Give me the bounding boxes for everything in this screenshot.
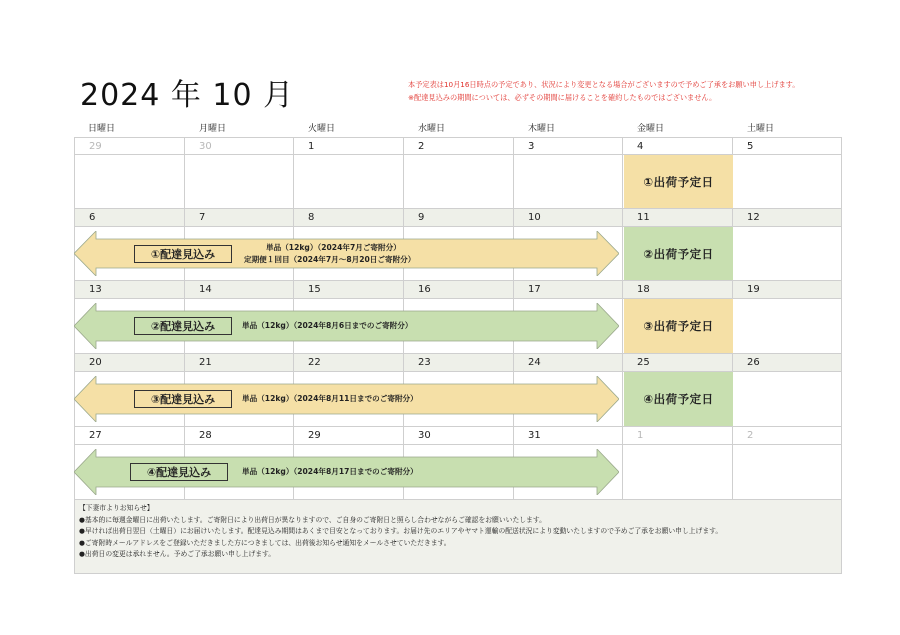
calendar-grid bbox=[74, 137, 842, 500]
day-number: 2 bbox=[418, 141, 425, 152]
date-cell bbox=[185, 281, 294, 299]
weekday-label: 日曜日 bbox=[88, 124, 116, 134]
day-number: 14 bbox=[199, 284, 212, 295]
description-line: 定期便１回目（2024年7月～8月20日ご寄附分） bbox=[244, 254, 416, 264]
delivery-description bbox=[242, 393, 418, 405]
date-cell bbox=[514, 209, 623, 227]
delivery-arrow bbox=[74, 449, 619, 495]
delivery-arrow bbox=[74, 303, 619, 349]
weekday-label: 金曜日 bbox=[637, 124, 665, 134]
day-cell bbox=[733, 155, 842, 209]
day-cell bbox=[733, 227, 842, 281]
day-number: 6 bbox=[89, 212, 96, 223]
date-cell bbox=[404, 427, 514, 445]
date-cell bbox=[185, 137, 294, 155]
day-number: 18 bbox=[637, 284, 650, 295]
info-line: ●基本的に毎週金曜日に出荷いたします。ご寄附日により出荷日が異なりますので、ご自身のご寄附日と照らし合わせながらご確認をお願いいたします。 bbox=[79, 515, 546, 524]
weekday-label: 土曜日 bbox=[747, 124, 775, 134]
date-cell bbox=[74, 209, 185, 227]
date-cell bbox=[74, 427, 185, 445]
date-cell bbox=[404, 281, 514, 299]
day-number: 1 bbox=[308, 141, 315, 152]
day-number: 15 bbox=[308, 284, 321, 295]
weekday-label: 木曜日 bbox=[528, 124, 556, 134]
date-cell bbox=[623, 427, 733, 445]
day-cell bbox=[733, 299, 842, 354]
date-cell bbox=[74, 354, 185, 372]
date-cell bbox=[514, 137, 623, 155]
delivery-description bbox=[242, 320, 412, 332]
day-number: 12 bbox=[747, 212, 760, 223]
date-cell bbox=[623, 137, 733, 155]
date-cell bbox=[294, 209, 404, 227]
delivery-arrow bbox=[74, 231, 619, 276]
info-heading: 【下妻市よりお知らせ】 bbox=[79, 504, 154, 512]
city-info-box bbox=[74, 500, 842, 574]
day-number: 11 bbox=[637, 212, 650, 223]
shipping-day-block: ②出荷予定日 bbox=[624, 227, 733, 280]
calendar-title: 2024 年 10 月 bbox=[80, 78, 295, 113]
day-number: 9 bbox=[418, 212, 425, 223]
date-cell bbox=[74, 281, 185, 299]
day-number: 19 bbox=[747, 284, 760, 295]
shipping-day-block: ③出荷予定日 bbox=[624, 299, 733, 353]
day-number: 28 bbox=[199, 430, 212, 441]
shipping-day-block: ①出荷予定日 bbox=[624, 155, 733, 208]
delivery-label: ④配達見込み bbox=[130, 463, 228, 481]
date-cell bbox=[404, 209, 514, 227]
day-number: 30 bbox=[418, 430, 431, 441]
day-cell bbox=[294, 155, 404, 209]
description-line: 単品（12kg）（2024年7月ご寄附分） bbox=[266, 242, 401, 252]
date-cell bbox=[514, 354, 623, 372]
date-cell bbox=[733, 427, 842, 445]
info-line: ●ご寄附時メールアドレスをご登録いただきました方につきましては、出荷後お知らせ通知をメールさせていただきます。 bbox=[79, 538, 451, 547]
day-cell bbox=[74, 155, 185, 209]
date-cell bbox=[74, 137, 185, 155]
date-cell bbox=[185, 354, 294, 372]
description-line: 単品（12kg）（2024年8月6日までのご寄附分） bbox=[242, 321, 413, 330]
description-line: 単品（12kg）（2024年8月11日までのご寄附分） bbox=[242, 394, 418, 403]
day-number: 13 bbox=[89, 284, 102, 295]
shipping-day-block: ④出荷予定日 bbox=[624, 372, 733, 426]
day-cell bbox=[514, 155, 623, 209]
day-number: 21 bbox=[199, 357, 212, 368]
day-number: 1 bbox=[637, 430, 644, 441]
notice-line: 本予定表は10月16日時点の予定であり、状況により変更となる場合がございますので予めご了承をお願い申し上げます。 bbox=[408, 80, 800, 89]
weekday-header bbox=[74, 121, 842, 135]
info-line: ●出荷日の変更は承れません。予めご了承お願い申し上げます。 bbox=[79, 550, 276, 558]
notice-line: ※配達見込みの期間については、必ずその期間に届けることを確約したものではございません。 bbox=[408, 93, 717, 102]
day-number: 20 bbox=[89, 357, 102, 368]
date-cell bbox=[185, 209, 294, 227]
date-cell bbox=[185, 427, 294, 445]
date-cell bbox=[733, 137, 842, 155]
day-number: 3 bbox=[528, 141, 535, 152]
date-cell bbox=[514, 427, 623, 445]
date-cell bbox=[514, 281, 623, 299]
date-cell bbox=[294, 427, 404, 445]
day-cell bbox=[185, 155, 294, 209]
day-cell bbox=[733, 445, 842, 500]
date-cell bbox=[404, 354, 514, 372]
day-number: 31 bbox=[528, 430, 541, 441]
day-number: 27 bbox=[89, 430, 102, 441]
date-cell bbox=[733, 281, 842, 299]
day-number: 25 bbox=[637, 357, 650, 368]
date-cell bbox=[294, 281, 404, 299]
delivery-label: ①配達見込み bbox=[134, 245, 232, 263]
info-line: ●早ければ出荷日翌日（土曜日）にお届けいたします。配達見込み期間はあくまで目安となっております。お届け先のエリアやヤマト運輸の配送状況により変動いたしますので予めご了承をお願い申し上げます。 bbox=[79, 527, 723, 535]
delivery-label: ③配達見込み bbox=[134, 390, 232, 408]
date-cell bbox=[733, 209, 842, 227]
day-number: 29 bbox=[89, 141, 102, 152]
day-cell bbox=[623, 445, 733, 500]
day-number: 2 bbox=[747, 430, 754, 441]
description-line: 単品（12kg）（2024年8月17日までのご寄附分） bbox=[242, 467, 418, 476]
date-cell bbox=[294, 354, 404, 372]
day-number: 7 bbox=[199, 212, 206, 223]
date-cell bbox=[623, 209, 733, 227]
weekday-label: 水曜日 bbox=[418, 124, 446, 134]
day-number: 5 bbox=[747, 141, 754, 152]
date-cell bbox=[733, 354, 842, 372]
delivery-description bbox=[242, 466, 418, 478]
day-number: 16 bbox=[418, 284, 431, 295]
day-number: 4 bbox=[637, 141, 644, 152]
day-number: 23 bbox=[418, 357, 431, 368]
day-number: 26 bbox=[747, 357, 760, 368]
delivery-label: ②配達見込み bbox=[134, 317, 232, 335]
delivery-description bbox=[244, 242, 415, 266]
weekday-label: 月曜日 bbox=[199, 124, 227, 134]
day-number: 22 bbox=[308, 357, 321, 368]
day-number: 29 bbox=[308, 430, 321, 441]
day-cell bbox=[404, 155, 514, 209]
day-number: 17 bbox=[528, 284, 541, 295]
delivery-arrow bbox=[74, 376, 619, 422]
date-cell bbox=[404, 137, 514, 155]
day-number: 10 bbox=[528, 212, 541, 223]
day-number: 24 bbox=[528, 357, 541, 368]
weekday-label: 火曜日 bbox=[308, 124, 336, 134]
schedule-notice bbox=[408, 78, 799, 104]
date-cell bbox=[623, 281, 733, 299]
day-cell bbox=[733, 372, 842, 427]
day-number: 8 bbox=[308, 212, 315, 223]
day-number: 30 bbox=[199, 141, 212, 152]
date-cell bbox=[294, 137, 404, 155]
date-cell bbox=[623, 354, 733, 372]
